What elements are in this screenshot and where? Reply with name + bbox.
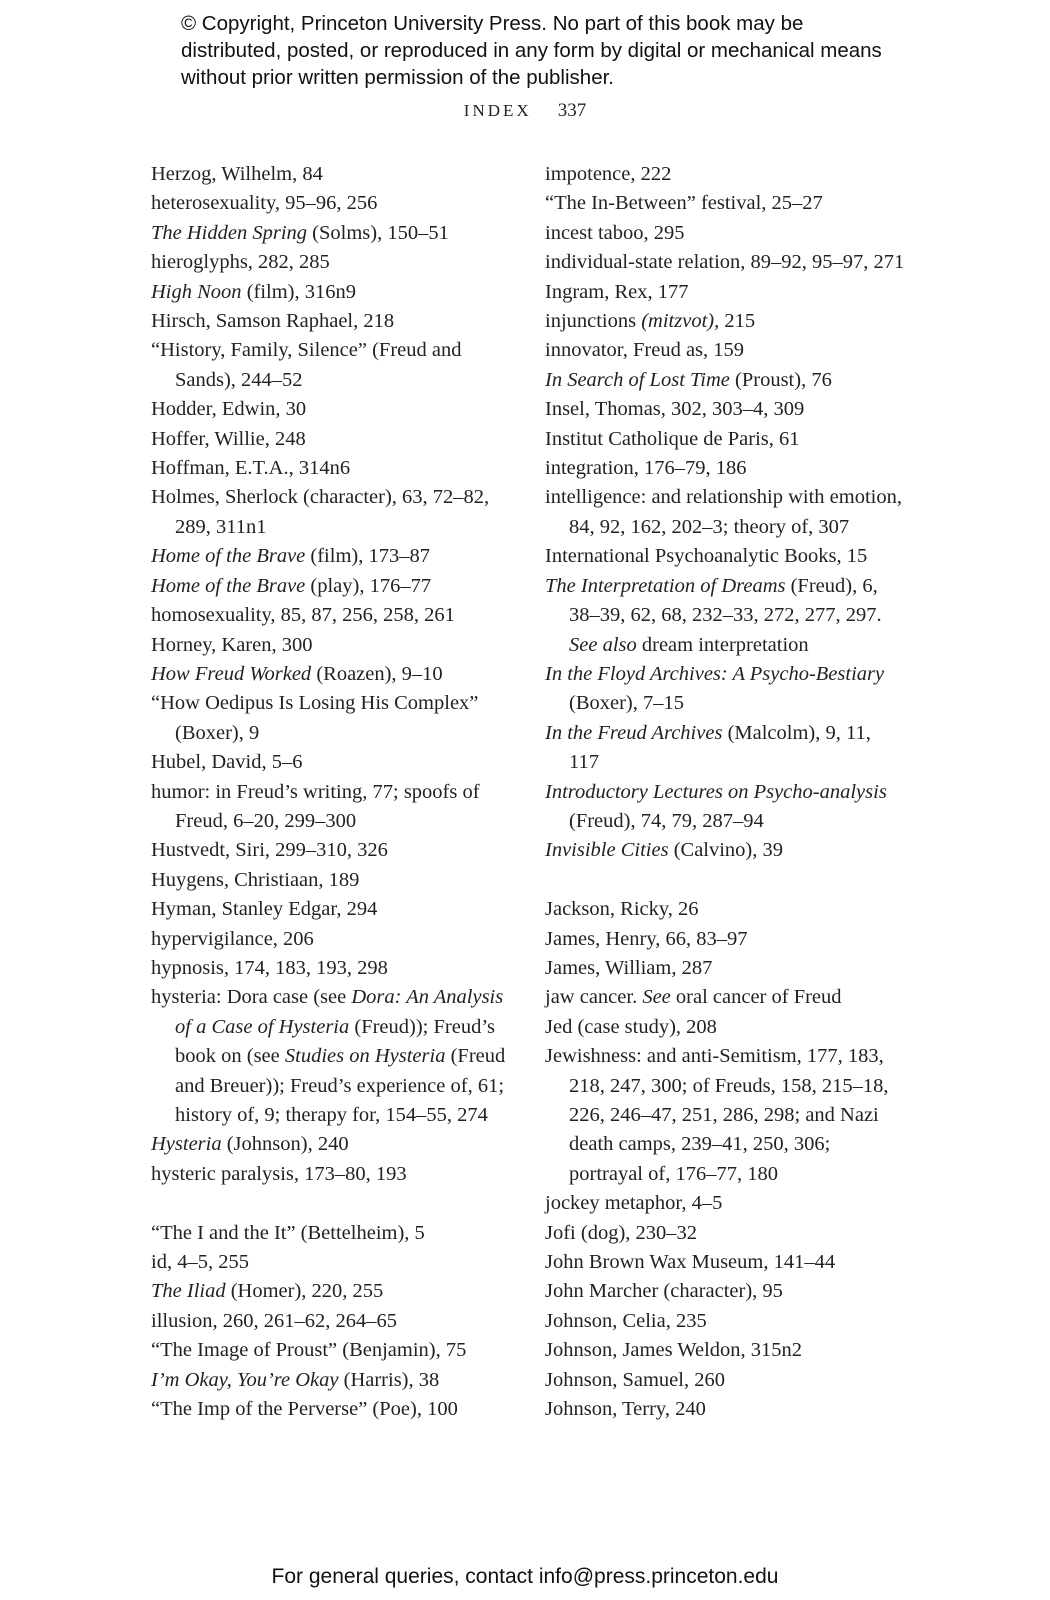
index-entry [151,248,506,277]
page-number: 337 [557,100,587,121]
index-entry [545,542,905,571]
entry-text: Hoffman, E.T.A., 314n6 [151,457,351,480]
index-entry [545,1307,905,1336]
entry-text: Institut Catholique de Paris, 61 [545,427,800,450]
entry-text: Hustvedt, Siri, 299–310, 326 [151,839,388,862]
entry-text: Horney, Karen, 300 [151,633,313,656]
index-entry [545,395,905,424]
index-entry [151,689,506,748]
entry-title-italic: (mitzvot), [641,310,720,333]
entry-text: intelligence: and relationship with emotion, 84, 92, 162, 202–3; theory of, 307 [545,486,902,538]
index-entry [151,1219,506,1248]
entry-text: Hyman, Stanley Edgar, 294 [151,898,378,921]
entry-title-italic: See also [569,633,637,656]
entry-text: Jofi (dog), 230–32 [545,1221,698,1244]
index-column-right [545,160,905,1424]
entry-text: (Homer), 220, 255 [225,1280,384,1303]
entry-text: (Boxer), 7–15 [569,692,685,715]
entry-text: injunctions [545,310,642,333]
entry-text: (Freud), 74, 79, 287–94 [569,809,764,832]
entry-text: humor: in Freud’s writing, 77; spoofs of Freud, 6–20, 299–300 [151,780,480,832]
index-entry [151,189,506,218]
entry-text: incest taboo, 295 [545,221,685,244]
index-entry [151,219,506,248]
index-entry [151,1277,506,1306]
entry-text: hypervigilance, 206 [151,927,314,950]
entry-text: hypnosis, 174, 183, 193, 298 [151,956,388,979]
index-entry [151,425,506,454]
entry-title-italic: In Search of Lost Time [545,368,730,391]
entry-title-italic: In the Floyd Archives: A Psycho-Bestiary [545,662,885,685]
index-entry [151,483,506,542]
entry-text: “The I and the It” (Bettelheim), 5 [151,1221,425,1244]
index-entry [545,925,905,954]
index-entry [545,425,905,454]
index-entry [151,336,506,395]
index-entry [545,719,905,778]
entry-text: Johnson, Terry, 240 [545,1398,706,1421]
index-entry [545,1219,905,1248]
index-entry [545,836,905,865]
entry-text: Insel, Thomas, 302, 303–4, 309 [545,398,805,421]
index-entry [151,631,506,660]
index-entry [151,1130,506,1159]
entry-title-italic: How Freud Worked [151,662,312,685]
entry-text: (film), 316n9 [241,280,357,303]
index-column-left [151,160,506,1424]
entry-text: (Freud and Breuer)); Freud’s experience of, 61; history of, 9; therapy for, 154–55, 274 [175,1045,506,1126]
entry-text: (Roazen), 9–10 [311,662,443,685]
index-entry [151,454,506,483]
index-entry [545,778,905,837]
entry-title-italic: Home of the Brave [151,574,306,597]
entry-text: 215 [719,310,756,333]
entry-text: “The Image of Proust” (Benjamin), 75 [151,1339,467,1362]
entry-text: homosexuality, 85, 87, 256, 258, 261 [151,604,455,627]
entry-title-italic: The Interpretation of Dreams [545,574,786,597]
index-entry [545,1395,905,1424]
entry-text: James, William, 287 [545,956,713,979]
entry-text: (Solms), 150–51 [307,221,449,244]
entry-text: (Calvino), 39 [668,839,784,862]
index-entry [151,983,506,1130]
index-entry [545,983,905,1012]
entry-text: id, 4–5, 255 [151,1251,249,1274]
entry-title-italic: Invisible Cities [545,839,669,862]
index-entry [545,572,905,660]
footer-contact: For general queries, contact info@press.princeton.edu [271,1565,779,1588]
entry-title-italic: Studies on Hysteria [284,1045,446,1068]
entry-text: Hoffer, Willie, 248 [151,427,306,450]
entry-text: integration, 176–79, 186 [545,457,747,480]
index-entry [151,1395,506,1424]
index-entry [151,925,506,954]
entry-text: “History, Family, Silence” (Freud and Sands), 244–52 [151,339,462,391]
index-entry [151,866,506,895]
index-entry [545,219,905,248]
entry-text: Hirsch, Samson Raphael, 218 [151,310,395,333]
entry-title-italic: In the Freud Archives [545,721,723,744]
index-entry [151,1336,506,1365]
letter-group-gap [151,1189,506,1218]
entry-text: impotence, 222 [545,163,672,185]
index-entry [545,1189,905,1218]
index-entry [151,895,506,924]
entry-text: “The Imp of the Perverse” (Poe), 100 [151,1398,458,1421]
index-entry [545,366,905,395]
index-entry [151,836,506,865]
running-head [0,100,1050,122]
entry-title-italic: I’m Okay, You’re Okay [151,1368,339,1391]
index-entry [545,189,905,218]
index-entry [151,542,506,571]
entry-text: individual-state relation, 89–92, 95–97, 271 [545,251,905,274]
entry-title-italic: See [642,986,671,1009]
index-entry [151,954,506,983]
index-entry [545,1277,905,1306]
index-entry [545,1336,905,1365]
index-entry [151,1366,506,1395]
index-entry [151,278,506,307]
entry-text: Ingram, Rex, 177 [545,280,689,303]
entry-title-italic: Hysteria [151,1133,222,1156]
entry-text: “The In-Between” festival, 25–27 [545,192,823,215]
entry-title-italic: Home of the Brave [151,545,306,568]
index-entry [151,572,506,601]
entry-text: Huygens, Christiaan, 189 [151,868,360,891]
entry-title-italic: High Noon [151,280,242,303]
index-entry [151,395,506,424]
index-entry [151,1248,506,1277]
index-entry [545,483,905,542]
entry-text: Johnson, Celia, 235 [545,1309,707,1332]
entry-text: innovator, Freud as, 159 [545,339,745,362]
entry-title-italic: Introductory Lectures on Psycho-analysis [545,780,887,803]
index-entry [151,660,506,689]
entry-text: jockey metaphor, 4–5 [545,1192,723,1215]
letter-group-gap [545,866,905,895]
index-entry [545,1248,905,1277]
entry-text: (Malcolm), 9, 11, 117 [569,721,871,774]
entry-text: oral cancer of Freud [670,986,842,1009]
entry-text: Jed (case study), 208 [545,1015,717,1038]
entry-title-italic: The Iliad [151,1280,226,1303]
copyright-notice: © Copyright, Princeton University Press. No part of this book may be distributed, posted, or reproduced in any form by digital or mechanical means without prior written permission of the publisher. [181,12,882,89]
index-entry [545,336,905,365]
index-entry [545,454,905,483]
entry-text: (Harris), 38 [338,1368,440,1391]
index-entry [151,1160,506,1189]
entry-text: (Freud)); Freud’s book on (see [175,1015,496,1068]
entry-text: hieroglyphs, 282, 285 [151,251,330,274]
entry-text: Holmes, Sherlock (character), 63, 72–82, 289, 311n1 [151,486,490,538]
index-entry [151,160,506,189]
index-entry [151,307,506,336]
index-entry [545,1013,905,1042]
index-entry [151,1307,506,1336]
index-entry [545,954,905,983]
index-entry [151,748,506,777]
entry-text: Jewishness: and anti-Semitism, 177, 183, 218, 247, 300; of Freuds, 158, 215–18, 226, 246–47, 251, 286, 298; and Nazi death camps, 239–41, 250, 306; portrayal of, 176–77, 180 [545,1045,889,1185]
entry-text: hysteric paralysis, 173–80, 193 [151,1162,407,1185]
entry-title-italic: The Hidden Spring [151,221,308,244]
index-entry [545,248,905,277]
entry-text: (Freud), 6, 38–39, 62, 68, 232–33, 272, 277, 297. [569,574,882,627]
entry-text: (film), 173–87 [305,545,430,568]
entry-text: James, Henry, 66, 83–97 [545,927,748,950]
entry-text: Hubel, David, 5–6 [151,751,303,774]
index-entry [151,778,506,837]
index-entry [545,895,905,924]
entry-text: Herzog, Wilhelm, 84 [151,163,323,185]
entry-text: hysteria: Dora case (see [151,986,352,1009]
index-entry [151,601,506,630]
index-entry [545,307,905,336]
entry-text: jaw cancer. [545,986,643,1009]
entry-text: Jackson, Ricky, 26 [545,898,699,921]
index-entry [545,1366,905,1395]
index-entry [545,160,905,189]
entry-text: Hodder, Edwin, 30 [151,398,307,421]
entry-text: John Marcher (character), 95 [545,1280,783,1303]
entry-text: “How Oedipus Is Losing His Complex” (Boxer), 9 [151,692,479,744]
entry-text: Johnson, James Weldon, 315n2 [545,1339,803,1362]
running-head-label: INDEX [463,101,532,120]
entry-text: illusion, 260, 261–62, 264–65 [151,1309,398,1332]
entry-text: Johnson, Samuel, 260 [545,1368,725,1391]
entry-text: (Johnson), 240 [221,1133,349,1156]
index-entry [545,1042,905,1189]
entry-text: dream interpretation [636,633,809,656]
entry-title-italic: Dora: An Analysis of a Case of Hysteria [175,986,504,1038]
entry-text: (Proust), 76 [729,368,832,391]
index-entry [545,278,905,307]
entry-text: International Psychoanalytic Books, 15 [545,545,868,568]
index-entry [545,660,905,719]
entry-text: John Brown Wax Museum, 141–44 [545,1251,836,1274]
entry-text: (play), 176–77 [305,574,432,597]
entry-text: heterosexuality, 95–96, 256 [151,192,378,215]
